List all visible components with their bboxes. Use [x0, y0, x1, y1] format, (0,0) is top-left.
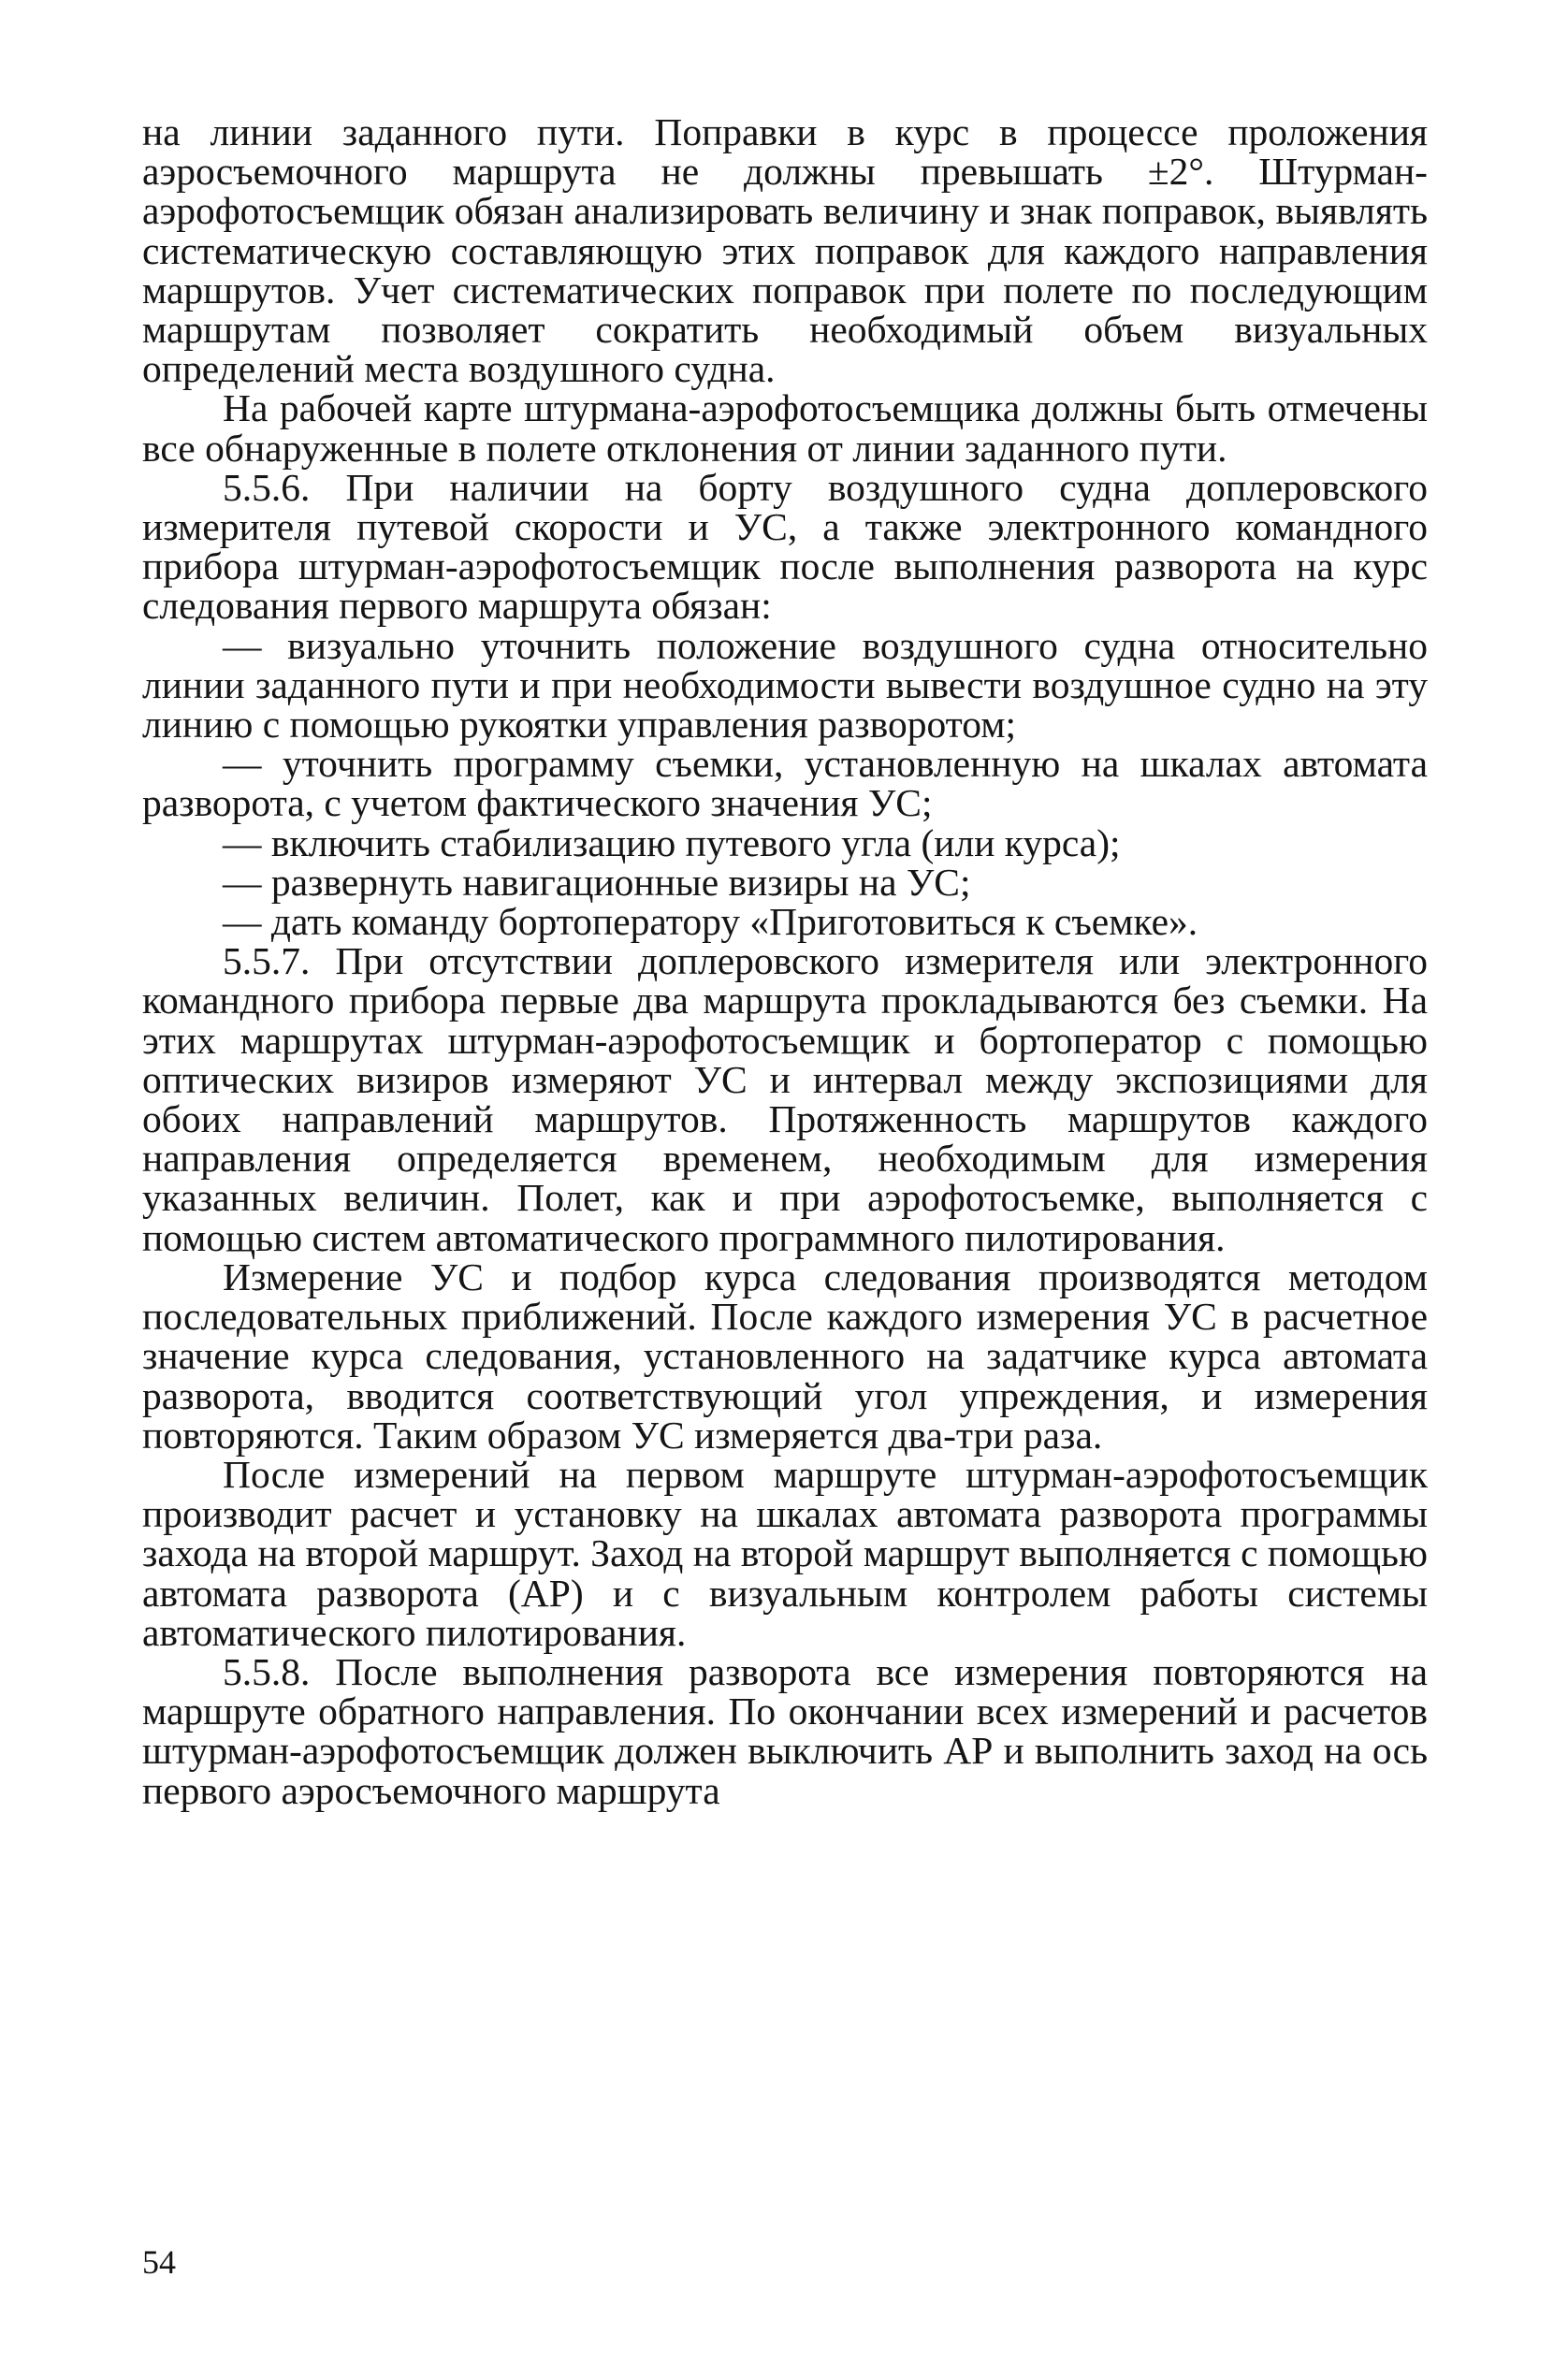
paragraph-after-measurements: После измерений на первом маршруте штурман-аэрофотосъемщик производит расчет и установку на шкалах автомата разворота программы захода на второй маршрут. Заход на второй маршрут выполняется с помощью автомата разворота (АР) и с визуальным контролем работы системы автоматического пилотирования.: [142, 1452, 1428, 1654]
list-item-1: — визуально уточнить положение воздушного судна относительно линии заданного пути и при необходимости вывести воздушное судно на эту линию с помощью рукоятки управления разворотом;: [142, 623, 1428, 747]
paragraph-2: На рабочей карте штурмана-аэрофотосъемщика должны быть отмечены все обнаруженные в полете отклонения от линии заданного пути.: [142, 386, 1428, 470]
paragraph-measurement: Измерение УС и подбор курса следования производятся методом последовательных приближений. После каждого измерения УС в расчетное значение курса следования, установленного на задатчике курса автомата разворота, вводится соответствующий угол упреждения, и измерения повторяются. Таким образом УС измеряется два-три раза.: [142, 1255, 1428, 1457]
paragraph-section-5-5-7: 5.5.7. При отсутствии доплеровского измерителя или электронного командного прибора первые два маршрута прокладываются без съемки. На этих маршрутах штурман-аэрофотосъемщик и бортоператор с помощью оптических визиров измеряют УС и интервал между экспозициями для обоих направлений маршрутов. Протяженность маршрутов каждого направления определяется временем, необходимым для измерения указанных величин. Полет, как и при аэрофотосъемке, выполняется с помощью систем автоматического программного пилотирования.: [142, 939, 1428, 1259]
paragraph-section-5-5-8: 5.5.8. После выполнения разворота все измерения повторяются на маршруте обратного направления. По окончании всех измерений и расчетов штурман-аэрофотосъемщик должен выключить АР и выполнить заход на ось первого аэросъемочного маршрута: [142, 1649, 1428, 1812]
list-item-2: — уточнить программу съемки, установленную на шкалах автомата разворота, с учетом фактического значения УС;: [142, 742, 1428, 825]
list-item-5: — дать команду бортоператору «Приготовиться к съемке».: [223, 900, 1198, 944]
page-number: 54: [142, 2243, 176, 2281]
paragraph-section-5-5-6: 5.5.6. При наличии на борту воздушного судна доплеровского измерителя путевой скорости и УС, а также электронного командного прибора штурман-аэрофотосъемщик после выполнения разворота на курс следования первого маршрута обязан:: [142, 465, 1428, 628]
list-item-3: — включить стабилизацию путевого угла (или курса);: [223, 820, 1121, 864]
page-body: [142, 112, 1428, 1810]
list-item-4: — развернуть навигационные визиры на УС;: [223, 860, 971, 904]
paragraph-1: на линии заданного пути. Поправки в курс в процессе проложения аэросъемочного маршрута не должны превышать ±2°. Штурман-аэрофотосъемщик обязан анализировать величину и знак поправок, выявлять систематическую составляющую этих поправок для каждого направления маршрутов. Учет систематических поправок при полете по последующим маршрутам позволяет сократить необходимый объем визуальных определений места воздушного судна.: [142, 110, 1428, 391]
